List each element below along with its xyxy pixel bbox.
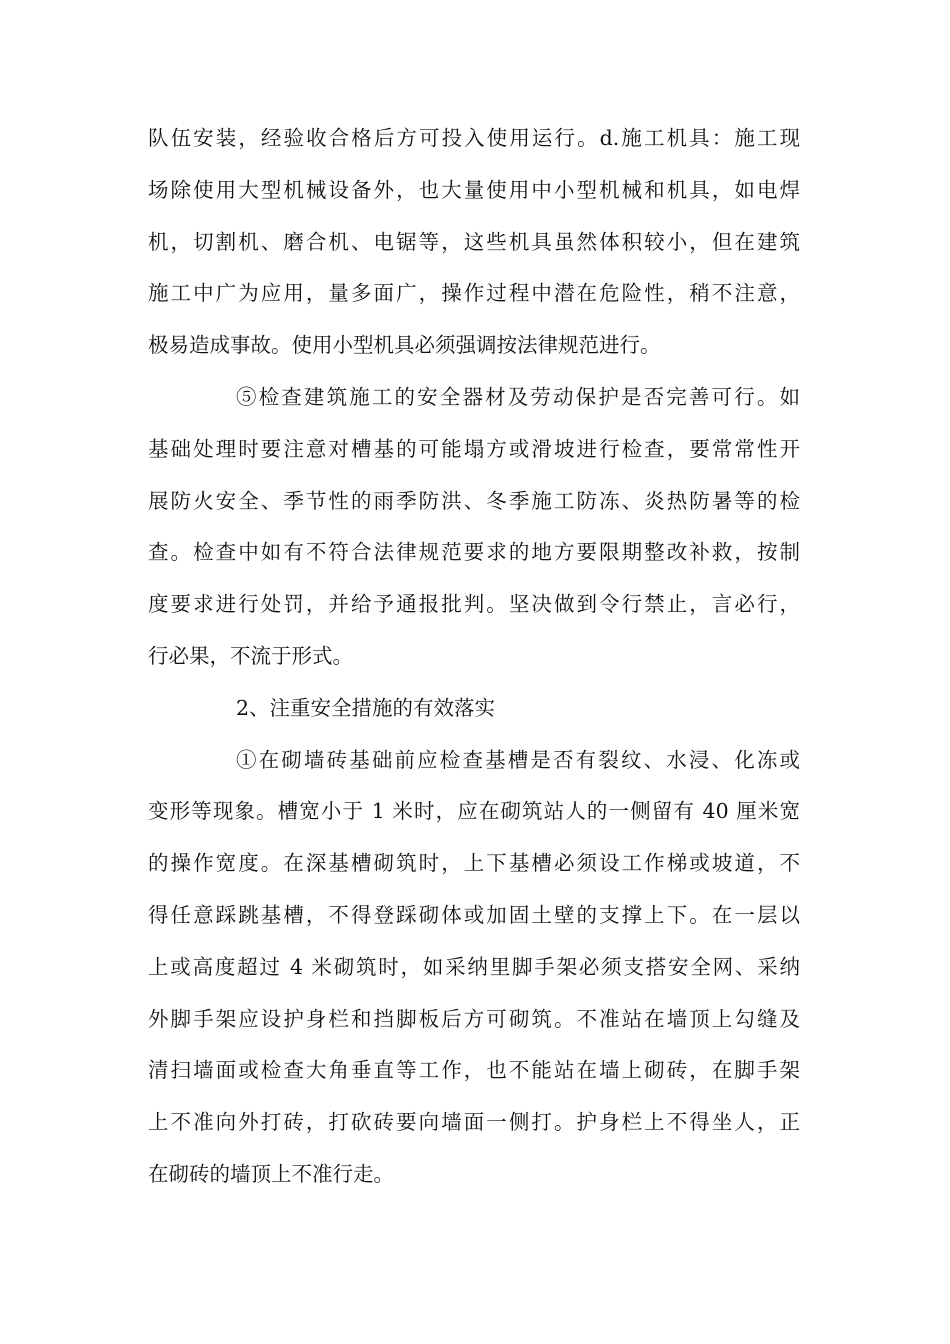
text-line: 极易造成事故。使用小型机具必须强调按法律规范进行。 — [148, 333, 661, 358]
text-line: 基础处理时要注意对槽基的可能塌方或滑坡进行检查，要常常性开 — [148, 436, 800, 461]
text-line: 度要求进行处罚，并给予通报批判。坚决做到令行禁止，言必行， — [148, 592, 800, 617]
text-line: 查。检查中如有不符合法律规范要求的地方要限期整改补救，按制 — [148, 540, 800, 565]
text-line: 外脚手架应设护身栏和挡脚板后方可砌筑。不准站在墙顶上勾缝及 — [148, 1006, 800, 1031]
text-line: 清扫墙面或检查大角垂直等工作，也不能站在墙上砌砖，在脚手架 — [148, 1058, 800, 1083]
section-heading: 2、注重安全措施的有效落实 — [236, 695, 496, 720]
text-line: ①在砌墙砖基础前应检查基槽是否有裂纹、水浸、化冻或 — [236, 747, 800, 772]
document-body — [148, 113, 800, 1201]
text-line: 施工中广为应用，量多面广，操作过程中潜在危险性，稍不注意， — [148, 281, 800, 306]
text-line: 行必果，不流于形式。 — [148, 643, 353, 668]
text-line: 得任意踩跳基槽，不得登踩砌体或加固土壁的支撑上下。在一层以 — [148, 902, 800, 927]
text-line: 在砌砖的墙顶上不准行走。 — [148, 1161, 394, 1186]
text-line: 队伍安装，经验收合格后方可投入使用运行。d.施工机具：施工现 — [148, 126, 800, 150]
text-line: ⑤检查建筑施工的安全器材及劳动保护是否完善可行。如 — [236, 384, 800, 409]
text-line: 变形等现象。槽宽小于 1 米时，应在砌筑站人的一侧留有 40 厘米宽 — [148, 799, 800, 824]
text-line: 的操作宽度。在深基槽砌筑时，上下基槽必须设工作梯或坡道，不 — [148, 851, 800, 876]
text-line: 上不准向外打砖，打砍砖要向墙面一侧打。护身栏上不得坐人，正 — [148, 1110, 800, 1135]
text-line: 展防火安全、季节性的雨季防洪、冬季施工防冻、炎热防暑等的检 — [148, 488, 800, 513]
text-line: 上或高度超过 4 米砌筑时，如采纳里脚手架必须支搭安全网、采纳 — [148, 954, 800, 979]
text-line: 场除使用大型机械设备外，也大量使用中小型机械和机具，如电焊 — [148, 177, 800, 202]
text-line: 机，切割机、磨合机、电锯等，这些机具虽然体积较小，但在建筑 — [148, 229, 800, 254]
